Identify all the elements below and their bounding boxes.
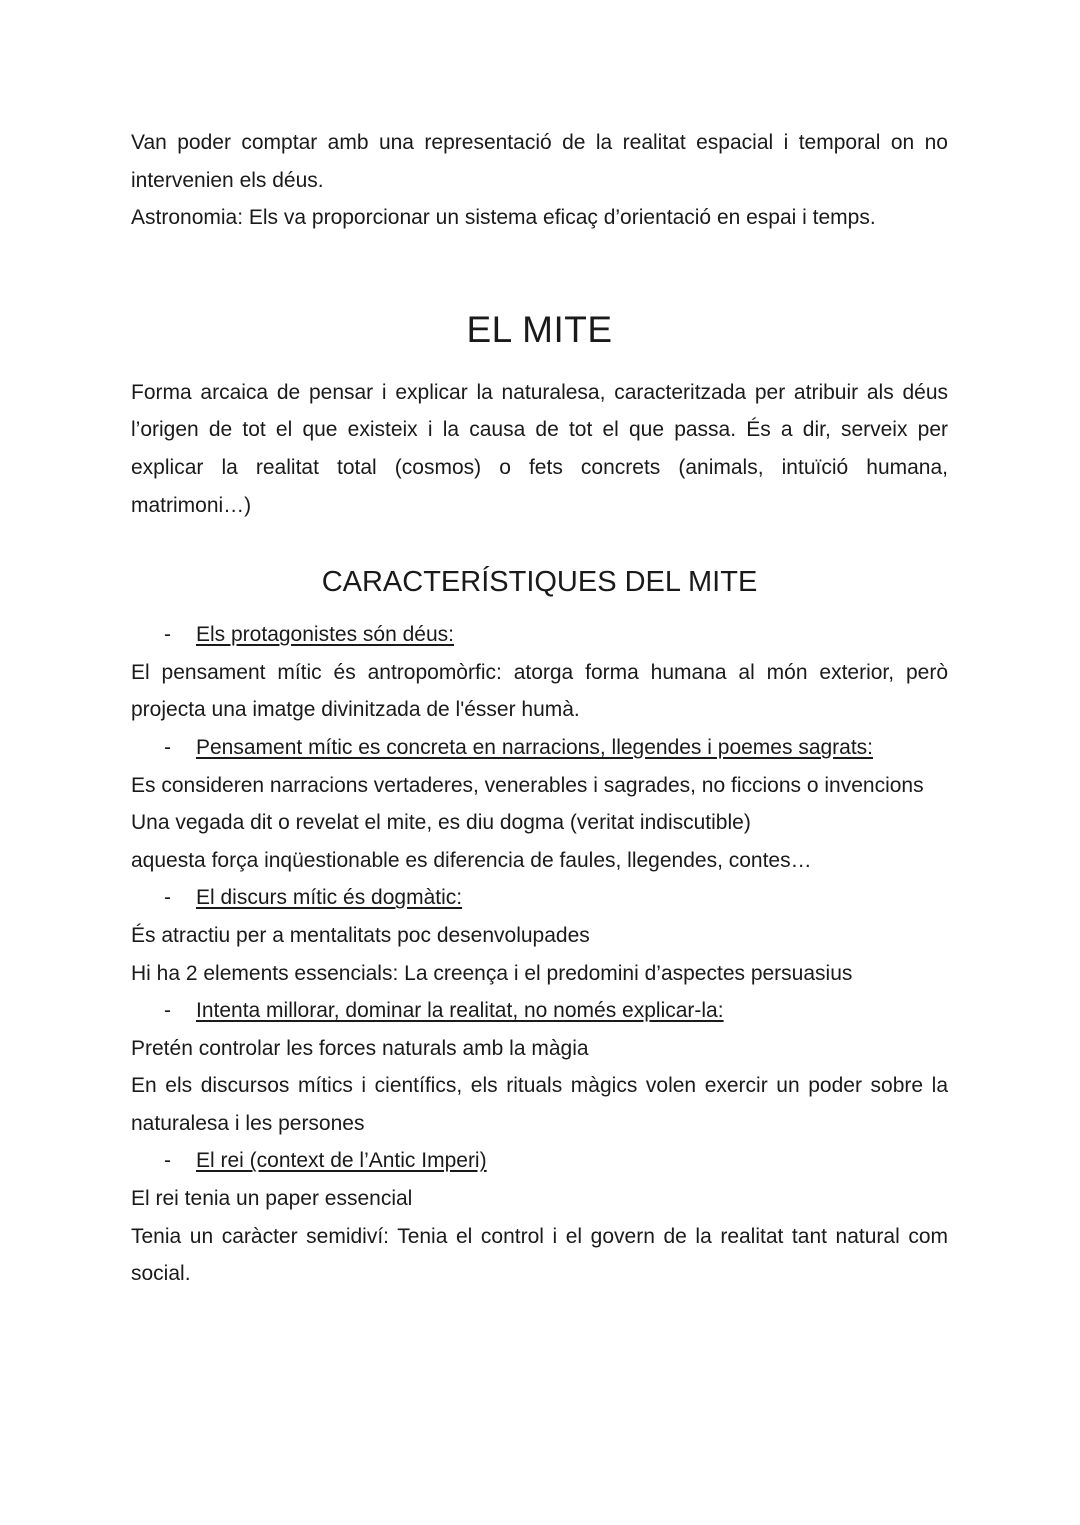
dash-marker: - [164, 623, 171, 647]
item-text-line: Hi ha 2 elements essencials: La creença i el predomini d’aspectes persuasius [131, 961, 853, 985]
main-title: EL MITE [466, 308, 613, 350]
bullet-label: El rei (context de l’Antic Imperi) [196, 1149, 487, 1173]
item-text-line: En els discursos mítics i científics, els rituals màgics volen exercir un poder sobre la naturalesa i les persones [131, 1074, 948, 1135]
bullet-label: Pensament mític es concreta en narracions, llegendes i poemes sagrats: [196, 735, 874, 759]
list-item-bullet [131, 879, 948, 917]
dash-marker: - [164, 1149, 171, 1173]
bullet-label: Intenta millorar, dominar la realitat, no només explicar-la: [196, 999, 724, 1023]
list-item-bullet [131, 992, 948, 1030]
list-item-bullet [131, 1142, 948, 1180]
dash-marker: - [164, 999, 171, 1023]
dash-marker: - [164, 735, 171, 759]
item-text-line: Tenia un caràcter semidiví: Tenia el control i el govern de la realitat tant natural com social. [131, 1224, 948, 1286]
item-text-line: aquesta força inqüestionable es diferencia de faules, llegendes, contes… [131, 848, 812, 872]
intro-paragraph-2: Astronomia: Els va proporcionar un sistema eficaç d’orientació en espai i temps. [131, 206, 876, 230]
intro-paragraph-1: Van poder comptar amb una representació de la realitat espacial i temporal on no intervenien els déus. [131, 131, 948, 192]
definition-paragraph: Forma arcaica de pensar i explicar la naturalesa, caracteritzada per atribuir als déus l’origen de tot el que existeix i la causa de tot el que passa. És a dir, serveix per explicar la realitat total (cosmos) o fets concrets (animals, intuïció humana, matrimoni…) [131, 380, 948, 517]
document-page [131, 124, 948, 1293]
item-text-line: El rei tenia un paper essencial [131, 1187, 413, 1211]
item-text-line: Pretén controlar les forces naturals amb la màgia [131, 1036, 589, 1060]
bullet-label: Els protagonistes són déus: [196, 623, 454, 647]
item-text-line: Una vegada dit o revelat el mite, es diu dogma (veritat indiscutible) [131, 811, 751, 835]
item-text-line: Es consideren narracions vertaderes, venerables i sagrades, no ficcions o invencions [131, 773, 924, 797]
list-item-bullet [131, 616, 948, 654]
item-text-line: És atractiu per a mentalitats poc desenvolupades [131, 923, 590, 947]
list-item-bullet [131, 729, 948, 767]
bullet-label: El discurs mític és dogmàtic: [196, 886, 463, 910]
item-text-line: El pensament mític és antropomòrfic: atorga forma humana al món exterior, però projecta una imatge divinitzada de l'ésser humà. [131, 660, 948, 722]
dash-marker: - [164, 886, 171, 910]
characteristics-list [131, 616, 948, 1293]
characteristics-title: CARACTERÍSTIQUES DEL MITE [321, 566, 758, 599]
